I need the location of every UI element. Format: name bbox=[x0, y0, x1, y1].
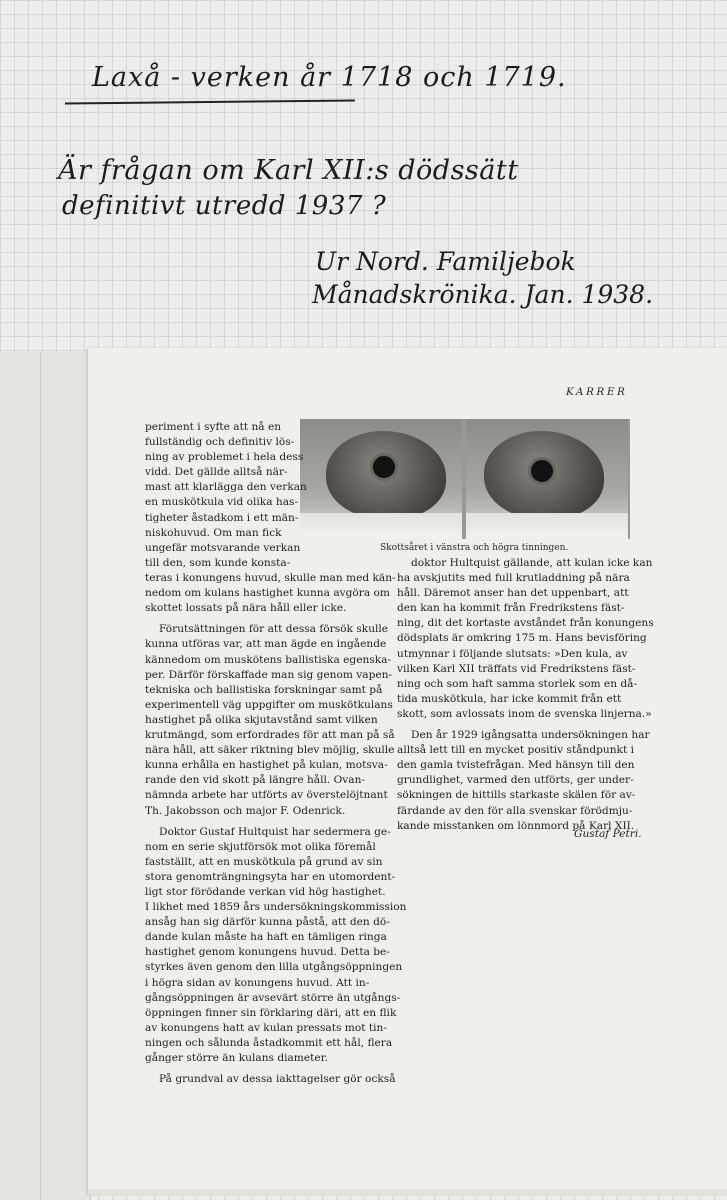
skull-photo-right bbox=[466, 419, 628, 539]
text-line: den kan ha kommit från Fredrikstens fäst- bbox=[397, 602, 625, 615]
text-line: utmynnar i följande slutsats: »Den kula, av bbox=[397, 647, 628, 660]
text-line: tida muskötkula, har icke kommit från ett bbox=[397, 692, 622, 705]
text-line: kande misstanken om lönnmord på Karl XII. bbox=[397, 819, 635, 832]
text-line: per. Därför förskaffade man sig genom vapen- bbox=[145, 668, 393, 681]
text-line: På grundval av dessa iakttagelser gör också bbox=[159, 1073, 396, 1086]
text-line: håll. Däremot anser han det uppenbart, att bbox=[397, 587, 629, 600]
text-line: den gamla tvistefrågan. Med hänsyn till den bbox=[397, 759, 635, 772]
text-line: ning av problemet i hela dess bbox=[145, 451, 304, 464]
skull-photo-left bbox=[300, 419, 462, 539]
text-line: kunna utföras var, att man ägde en ingående bbox=[145, 638, 387, 651]
column-left bbox=[145, 556, 406, 1087]
text-line: fullständig och definitiv lös- bbox=[145, 436, 295, 449]
text-line: krutmängd, som erfordrades för att man på så bbox=[145, 729, 395, 742]
text-line: nedom om kulans hastighet kunna avgöra om bbox=[145, 587, 390, 600]
handwritten-title: Laxå - verken år 1718 och 1719. bbox=[92, 62, 567, 93]
text-line: I likhet med 1859 års undersökningskommission bbox=[145, 901, 407, 914]
text-line: Förutsättningen för att dessa försök skulle bbox=[159, 623, 389, 636]
text-line: gånger större än kulans diameter. bbox=[145, 1052, 328, 1064]
text-line: av konungens hatt av kulan pressats mot tin- bbox=[145, 1021, 387, 1034]
text-line: styrkes även genom den lilla utgångsöppningen bbox=[145, 961, 403, 974]
text-line: stora genomträngningsyta har en utomordent- bbox=[145, 870, 396, 883]
text-line: teras i konungens huvud, skulle man med kän- bbox=[145, 572, 396, 585]
text-line: experimentell väg uppgifter om muskötkulans bbox=[145, 698, 393, 711]
text-line: grundlighet, varmed den utförts, ger under- bbox=[397, 774, 634, 787]
text-line: hastighet genom konungens huvud. Detta be- bbox=[145, 946, 390, 959]
wound-left-temple bbox=[370, 453, 398, 481]
text-line: doktor Hultquist gällande, att kulan icke kan bbox=[411, 557, 653, 569]
running-head: KARRER bbox=[566, 386, 628, 398]
text-line: ning, dit det kortaste avståndet från konungens bbox=[397, 617, 654, 630]
text-line: alltså lett till en mycket positiv ståndpunkt i bbox=[397, 744, 634, 757]
text-line: dande kulan måste ha haft en tämligen ringa bbox=[145, 931, 387, 944]
author-signature: Gustaf Petri. bbox=[574, 828, 642, 840]
text-line: vilken Karl XII träffats vid Fredrikstens fäst- bbox=[397, 662, 636, 675]
column-left-narrow bbox=[145, 420, 307, 556]
text-line: nära håll, att säker riktning blev möjlig, skulle bbox=[145, 744, 395, 757]
text-line: tigheter åstadkom i ett män- bbox=[145, 511, 299, 524]
text-line: fastställt, att en muskötkula på grund av sin bbox=[145, 855, 383, 868]
wound-right-temple bbox=[528, 457, 556, 485]
text-line: nämnda arbete har utförts av överstelöjtnant bbox=[145, 789, 388, 802]
text-line: Den år 1929 igångsatta undersökningen har bbox=[411, 729, 650, 742]
text-line: en muskötkula vid olika has- bbox=[145, 496, 299, 509]
handwritten-question-line1: Är frågan om Karl XII:s dödssätt bbox=[58, 155, 519, 186]
text-line: Doktor Gustaf Hultquist har sedermera ge- bbox=[159, 825, 391, 838]
text-line: Th. Jakobsson och major F. Odenrick. bbox=[145, 804, 346, 817]
text-line: tekniska och ballistiska forskningar samt på bbox=[145, 683, 383, 696]
text-line: dödsplats är omkring 175 m. Hans bevisföring bbox=[397, 632, 647, 645]
text-line: ungefär motsvarande verkan bbox=[145, 541, 301, 554]
text-line: skott, som avlossats inom de svenska linjerna.» bbox=[397, 707, 652, 720]
text-line: färdande av den för alla svenskar förödmju- bbox=[397, 804, 633, 817]
text-line: skottet lossats på nära håll eller icke. bbox=[145, 602, 347, 615]
text-line: ligt stor förödande verkan vid hög hastighet. bbox=[145, 885, 386, 898]
paper-strip-left bbox=[0, 352, 91, 1200]
text-line: gångsöppningen är avsevärt större än utgångs- bbox=[145, 991, 401, 1004]
text-line: kännedom om muskötens ballistiska egenska- bbox=[145, 653, 392, 666]
text-line: i högra sidan av konungens huvud. Att in- bbox=[145, 976, 370, 989]
handwritten-question-line2: definitivt utredd 1937 ? bbox=[62, 191, 387, 221]
text-line: ning och som haft samma storlek som en då- bbox=[397, 677, 638, 690]
text-line: hastighet på olika skjutavstånd samt vilken bbox=[145, 713, 378, 726]
text-line: periment i syfte att nå en bbox=[145, 421, 282, 433]
column-right bbox=[397, 556, 654, 834]
handwritten-source-line2: Månadskrönika. Jan. 1938. bbox=[312, 280, 654, 309]
text-line: rande den vid skott på längre håll. Ovan- bbox=[145, 774, 366, 787]
text-line: sökningen de hittills starkaste skälen för av- bbox=[397, 789, 636, 802]
skull-photograph bbox=[300, 419, 630, 539]
text-line: nom en serie skjutförsök mot olika föremål bbox=[145, 840, 376, 853]
text-line: vidd. Det gällde alltså när- bbox=[145, 466, 288, 479]
photo-caption: Skottsåret i vänstra och högra tinningen. bbox=[380, 543, 569, 553]
text-line: ningen och sålunda åstadkommit ett hål, flera bbox=[145, 1036, 393, 1049]
title-underline bbox=[65, 99, 355, 104]
text-line: niskohuvud. Om man fick bbox=[145, 526, 282, 539]
handwritten-source-line1: Ur Nord. Familjebok bbox=[315, 247, 576, 276]
text-line: ansåg han sig därför kunna påstå, att den dö- bbox=[145, 916, 390, 929]
text-line: kunna erhålla en hastighet på kulan, motsva- bbox=[145, 759, 388, 772]
text-line: mast att klarlägga den verkan bbox=[145, 481, 307, 494]
text-line: till den, som kunde konsta- bbox=[145, 557, 291, 569]
text-line: öppningen finner sin förklaring däri, att en flik bbox=[145, 1006, 397, 1019]
text-line: ha avskjutits med full krutladdning på nära bbox=[397, 572, 630, 585]
